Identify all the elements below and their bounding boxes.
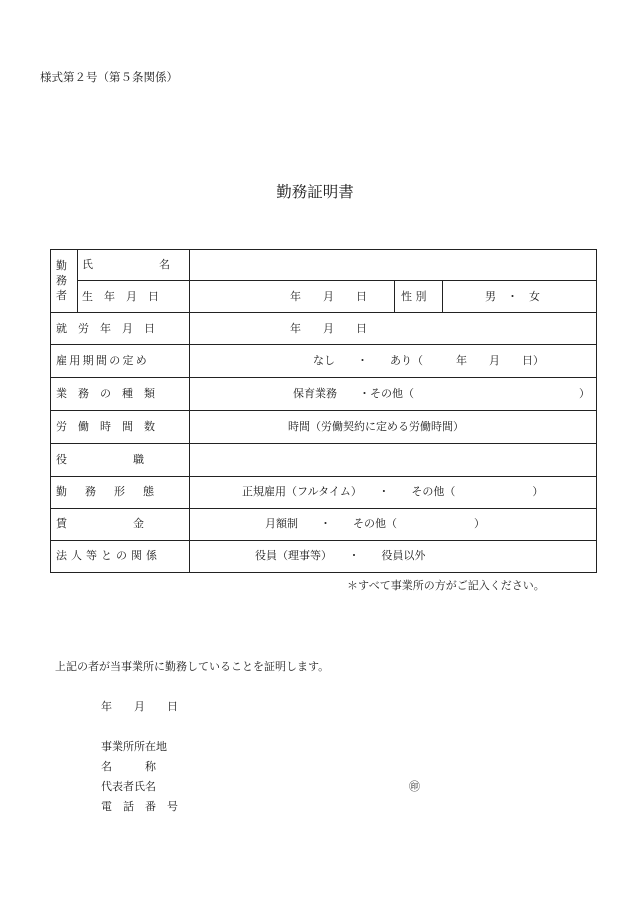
document-title: 勤務証明書 (276, 183, 354, 201)
employment-period-label: 雇用期間の定め (56, 354, 150, 367)
birth-date-value: 年 月 日 (290, 290, 367, 303)
row-divider (50, 312, 597, 313)
representative-name-label: 代表者氏名 (101, 780, 156, 793)
row-divider (77, 280, 597, 281)
business-name-label: 名 称 (101, 760, 156, 773)
form-number: 様式第２号（第５条関係） (40, 70, 178, 84)
business-address-label: 事業所所在地 (101, 740, 167, 753)
table-border-top (50, 249, 597, 250)
worker-group-label-2: 務 (56, 274, 67, 287)
job-type-label: 業 務 の 種 類 (56, 387, 155, 400)
relation-value: 役員（理事等） ・ 役員以外 (255, 549, 426, 562)
seal-mark: ㊞ (409, 780, 420, 793)
certification-date: 年 月 日 (101, 700, 178, 713)
footnote: ＊すべて事業所の方がご記入ください。 (347, 579, 545, 592)
row-divider (50, 377, 597, 378)
employment-start-value: 年 月 日 (290, 322, 367, 335)
table-border-left (50, 249, 51, 573)
column-divider (442, 280, 443, 312)
column-divider (77, 249, 78, 312)
gender-label: 性 別 (401, 290, 427, 303)
certificate-table (50, 249, 597, 573)
working-hours-label: 労 働 時 間 数 (56, 420, 155, 433)
work-style-label: 勤 務 形 態 (56, 485, 158, 498)
birth-date-label: 生 年 月 日 (82, 290, 159, 303)
worker-group-label-3: 者 (56, 289, 67, 302)
work-style-value: 正規雇用（フルタイム） ・ その他（ ） (242, 485, 544, 498)
gender-options: 男 ・ 女 (485, 290, 540, 303)
job-type-value: 保育業務 ・その他（ ） (293, 387, 590, 400)
relation-label: 法人等との関係 (56, 549, 161, 562)
column-divider (394, 280, 395, 312)
row-divider (50, 476, 597, 477)
certification-statement: 上記の者が当事業所に勤務していることを証明します。 (55, 660, 330, 673)
position-label: 役 職 (56, 453, 144, 466)
row-divider (50, 410, 597, 411)
employment-start-label: 就 労 年 月 日 (56, 322, 155, 335)
working-hours-value: 時間（労働契約に定める労働時間） (288, 420, 464, 433)
table-border-right (596, 249, 597, 573)
table-border-bottom (50, 572, 597, 573)
row-divider (50, 508, 597, 509)
worker-group-label-1: 勤 (56, 259, 67, 272)
column-divider (189, 249, 190, 573)
wage-value: 月額制 ・ その他（ ） (265, 517, 485, 530)
row-divider (50, 540, 597, 541)
phone-number-label: 電 話 番 号 (101, 800, 178, 813)
employment-period-value: なし ・ あり（ 年 月 日） (313, 354, 544, 367)
row-divider (50, 344, 597, 345)
row-divider (50, 443, 597, 444)
wage-label: 賃 金 (56, 517, 144, 530)
name-label: 氏 名 (82, 258, 170, 271)
